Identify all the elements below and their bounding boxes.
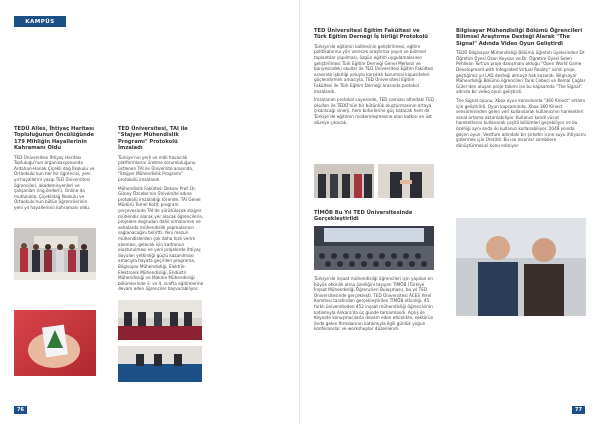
ted-officials-photo — [314, 164, 374, 198]
page-number: 77 — [572, 406, 585, 414]
article-timob — [314, 276, 434, 335]
article-title: TED Üniversitesi, TAI ile "Stajyer Mühendislik Programı" Protokolü İmzaladı — [118, 126, 188, 152]
article-the-signal — [456, 28, 586, 151]
christmas-tree-photo — [14, 310, 96, 376]
article-title: TEDÜ Alles, İhtiyaç Haritası Topluluğunun Öncülüğünde 179 Mihliğin Hayallerinin Kahramanı Oldu — [14, 126, 95, 152]
signing-table-photo — [118, 346, 202, 382]
article-body: Türkiye'de eğitimin kalitesinin geliştirilmesi, eğitim politikalarına yön verecek araştırma yayın ve bilimsel toplantılar yapılması, özgün eğitim uygulamalarının geliştirilmesi Türk Eğitim Derneği Genel Merkezi ve bünyesindeki okullar ile TED Üniversitesi Eğitim Fakültesi arasında işbirliği yoluyla karşılıklı kurumsal kapasiteleri güçlendirmek amacıyla, TED Üniversitesi Eğitim Fakültesi ile Türk Eğitim Derneği arasında protokol imzalandı. — [314, 43, 434, 94]
article-title: TED Üniversitesi Eğitim Fakültesi ve Türk Eğitim Derneği İş birliği Protokolü — [314, 28, 428, 41]
article-body: TED Üniversitesi İhtiyaç Haritası Topluluğu'nun organizasyonunda Ardahan-Hanak Çiçekli dağ İlkokulu ve Ortaokulu'nun her bir öğrencisi, yeni yıl hayallerini yazıp TED Üniversitesi öğrencileri, akademisyenleri ve çalışanları (ing.önderli). Online da mutlulukla, Çiçeklidağ İlkokulu ve Ortaokulu'nun bütün öğrencilerinin yeni yıl hayallerinin kahramanı oldu. — [14, 154, 95, 210]
students-portrait-photo — [456, 218, 586, 316]
article-body: İmzalanan protokol sayesinde, TED camiası altındaki TED okulları ile TEDÜ'nün bir bütünlük oluşturmasının ortaya çıkaracağı sinerji, hem birbirlerine güç katacak hem de Türkiye'de eğitimin modernleşmesine olan katkısı en üst düzeye çıkacak. — [314, 97, 434, 125]
article-body: Mühendislik Fakültesi Dekanı Prof. Dr. Güney Özcebe'nin Üniversite adına protokolü imzaladığı törende, TAI Genel Müdürü Temel Kotil; program çerçevesinde TAI'de yürütülecek stajyer mühendis olarak yer alacak öğrencilerin, projelere doğrudan dahil olmalarının ve sahalarda mühendislik yapmalarının sağlanacağını belirtti. Yeni mezun mühendislerden çok daha hızlı verim alınması, gelecek için kadronun oluşturulması ve yeni projelerde ihtiyaç duyulan yetkinliği güçlü kazanılması amacıyla hayata geçirilen programa, Bilgisayar Mühendisliği, Elektrik-Elektronik Mühendisliği, Endüstri Mühendisliği ve Makine Mühendisliği bölümlerinde 3. ve 4. sınıfta eğitimlerine devam eden öğrenciler başvurabiliyor. — [118, 185, 204, 292]
article-body: Türkiye'de inşaat mühendisliği öğrencileri için yapılan en büyük etkinlik olma özelliğini taşıyan TİMÖB (Türkiye İnşaat Mühendisliği Öğrencileri Buluşması), bu yıl TED Üniversitesinde gerçekleşti. TED Üniversitesi ACES Yerel Komitesi tarafından gerçekleştirilen TİMÖB etkinliği, 45 farklı üniversiteden 452 inşaat mühendisliği öğrencisinin katılımıyla Ankara'da üç günde tamamlandı. Açılış ile Keynote konuşmacılarla devam eden etkinlikte, sektörün önde gelen firmalarının katılımıyla ilgili günlük yoğun konferanslar ve workshoplar düzenlendi. — [314, 276, 434, 332]
article-ted-egitim — [314, 28, 434, 128]
article-timob-title — [314, 210, 434, 226]
group-photo — [14, 228, 96, 280]
section-tag: KAMPÜS — [14, 16, 66, 27]
signing-ceremony-photo — [118, 300, 202, 340]
page-number: 76 — [14, 406, 27, 414]
article-body: TEDÜ Bilgisayar Mühendisliği Bölümü öğretim üyelerinden Dr. Öğretim Üyesi Ozan Keysan ve Dr. Öğretim Üyesi Selen Pehlivan Tort'un proje danışmanı olduğu "Open World Game Development with Integrated Virtual Reality" isimli proje, geçtiğimiz yıl LAD desteği almaya hak kazandı. Bilgisayar Mühendisliği Bölümü öğrencileri Tarık Cebeci ve Kemal Çağlar Güler'den oluşan proje takımı ise bu kapsamda "The Signal" adında bir video oyun geliştirdi. — [456, 50, 586, 95]
ted-handshake-photo — [378, 164, 434, 198]
timob-conference-photo — [314, 226, 434, 270]
article-title: Bilgisayar Mühendisliği Bölümü Öğrencileri Bilimsel Araştırma Desteği Alarak "The Signal" Adında Video Oyun Geliştirdi — [456, 28, 583, 47]
article-title: TİMÖB Bu Yıl TED Üniversitesinde Gerçekleştirildi — [314, 210, 413, 223]
article-body: Türkiye'nin yerli ve milli havacılık platformlarını üretme sorumluluğunu üstlenen TAI ile Üniversite arasında, "Stajyer Mühendislik Programı" protokolü imzalandı. — [118, 154, 196, 182]
article-body: The Signal oyunu, Xbox oyun konsolunda "360 Kinect" ortamı için geliştirildi. Oyun kapsamında, Xbox 360 Kinect sensörlerinden gelen veri kullanılarak kullanıcının hareketleri sanal ortama aktarılabiliyor. Kullanıcı kendi vücut hareketlerini kullanarak çeşitli bölümleri geçebiliyor ve bu özelliği aynı anda iki kullanıcı kullanabiliyor. 2048 yılında geçen oyun, Vestfum adındaki bir şirketin icine suyu ihtiyacını gidermek için Üretildi. Bu ise insanlar zombilere dönüştürmesini konu ediniyor. — [456, 97, 586, 148]
article-tai-protokol — [118, 126, 204, 295]
right-page — [300, 0, 600, 424]
article-ihtiyac-haritasi — [14, 126, 96, 214]
